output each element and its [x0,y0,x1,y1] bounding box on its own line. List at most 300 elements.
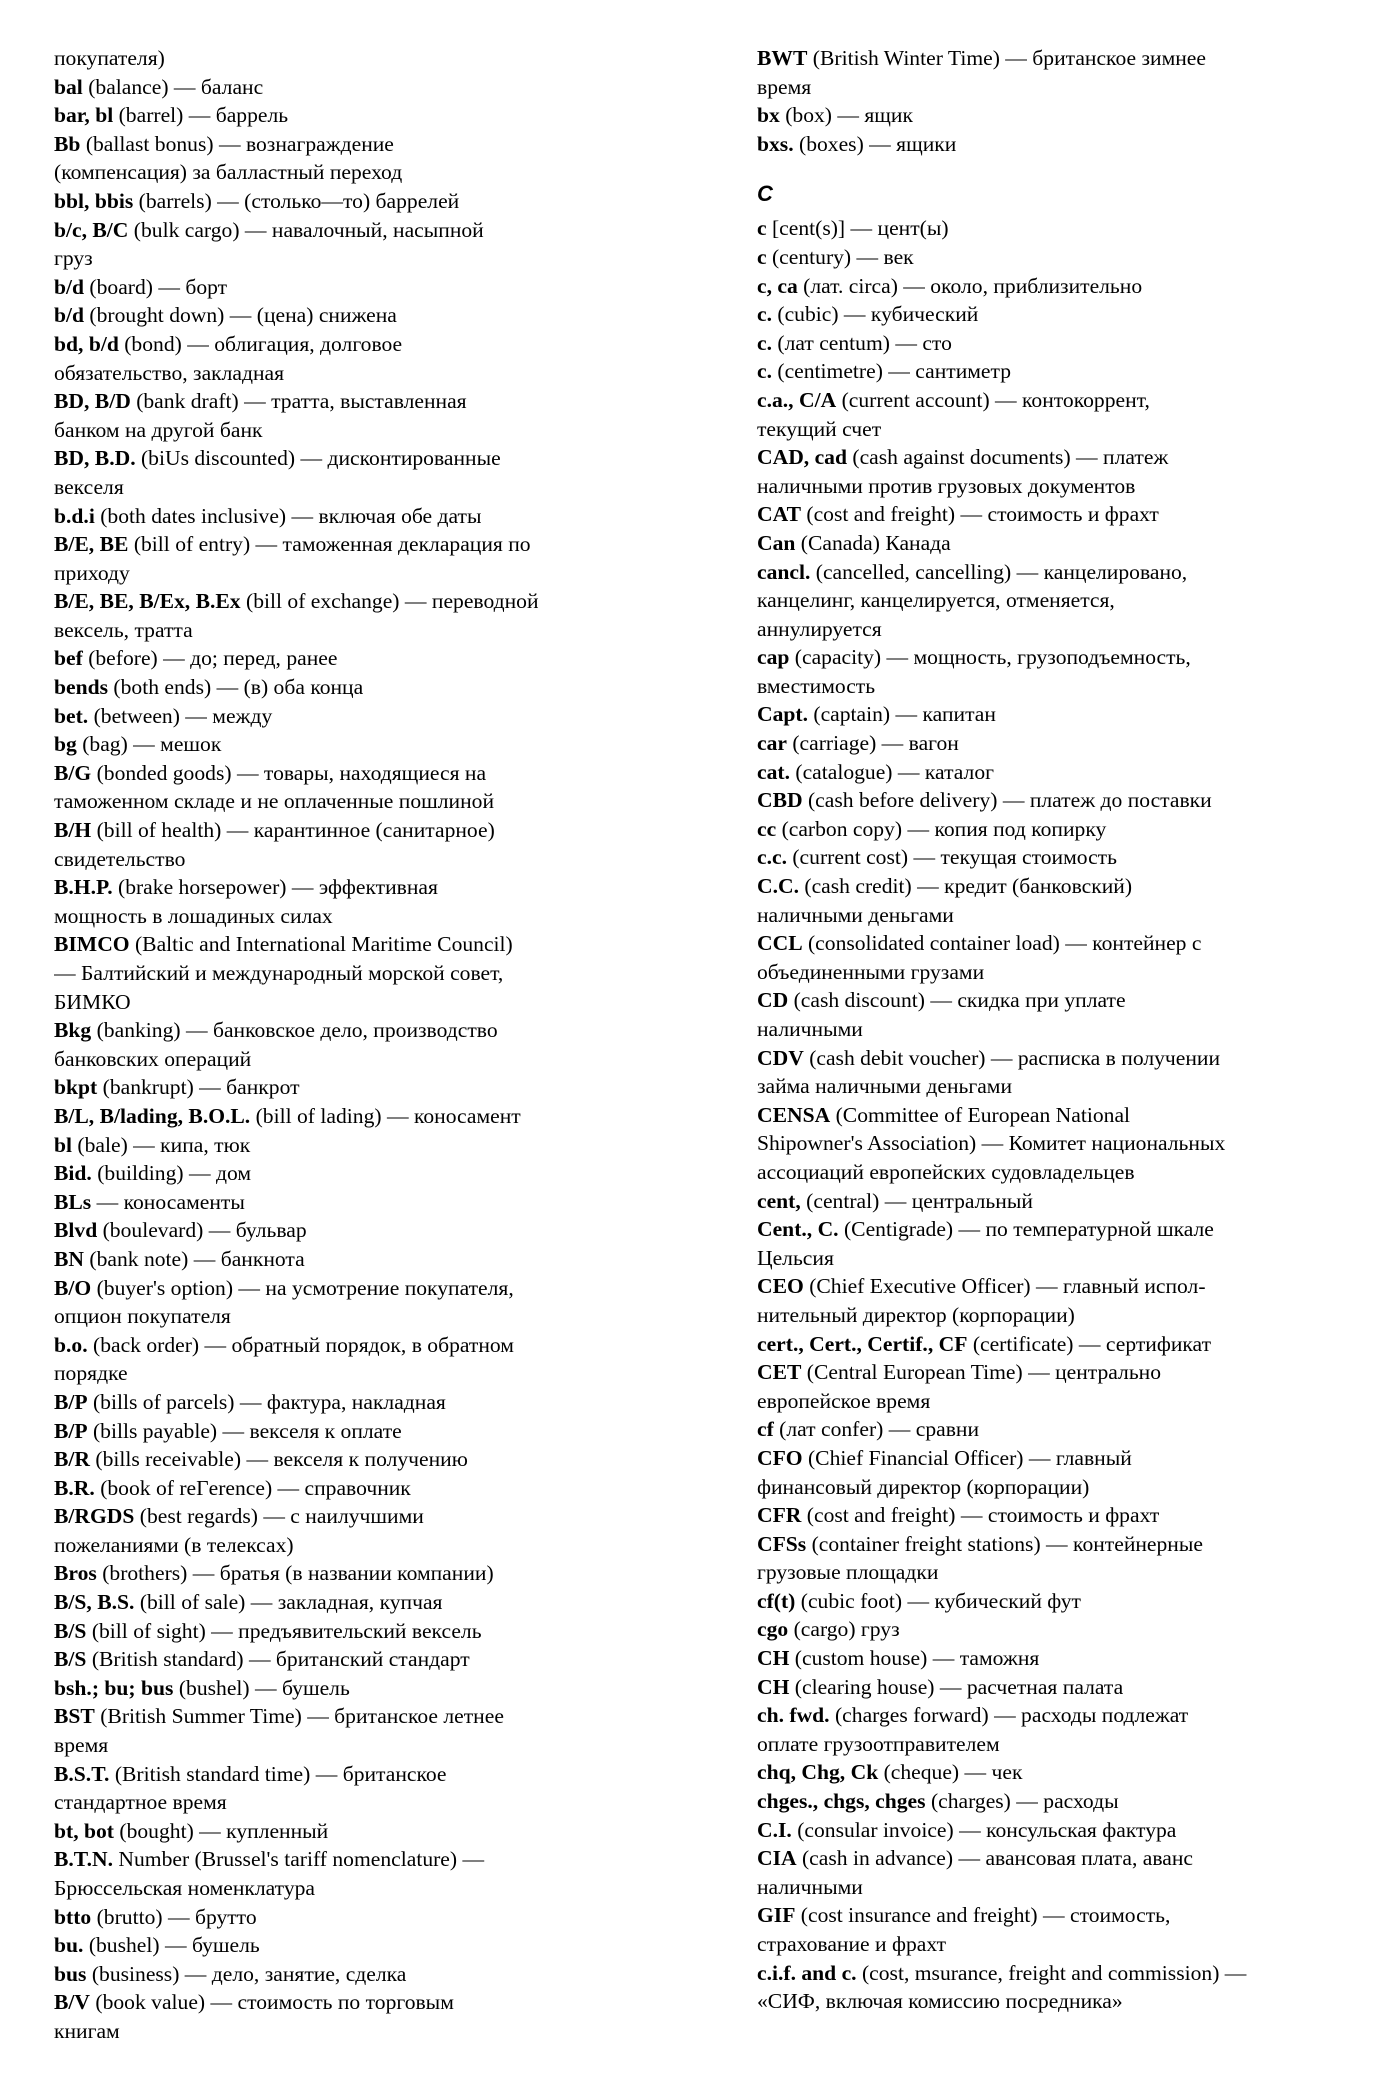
entry-term: cancl. [757,559,811,584]
entry-term: cert., Cert., Certif., CF [757,1331,968,1356]
entry-continuation [54,988,634,1017]
dictionary-entry [757,1187,1347,1216]
dictionary-entry [54,1188,634,1217]
entry-term: bef [54,646,83,671]
entry-term: B/S, B.S. [54,1590,135,1615]
entry-definition: приходу [54,560,130,585]
entry-continuation [54,359,634,388]
entry-term: c.c. [757,845,787,870]
entry-term: B.T.N. [54,1847,113,1872]
right-column-top-entries [757,44,1347,158]
entry-continuation [757,1129,1347,1158]
entry-term: cf [757,1417,774,1442]
entry-definition: (ballast bonus) — вознаграждение [80,131,394,156]
entry-definition: (cheque) — чек [878,1760,1023,1785]
dictionary-entry [54,1702,634,1731]
dictionary-entry [757,1501,1347,1530]
entry-definition: (Committee of European National [830,1102,1131,1127]
dictionary-entry [54,1760,634,1789]
entry-definition: (cost and freight) — стоимость и фрахт [801,502,1159,527]
entry-term: CH [757,1646,790,1671]
entry-continuation [54,244,634,273]
entry-term: B.R. [54,1475,95,1500]
entry-definition: займа наличными деньгами [757,1074,1013,1099]
entry-term: B/RGDS [54,1504,135,1529]
dictionary-entry [757,1816,1347,1845]
dictionary-entry [54,1931,634,1960]
entry-term: bar, bl [54,103,114,128]
dictionary-entry [54,187,634,216]
entry-definition: (cubic foot) — кубический фут [795,1588,1081,1613]
entry-definition: время [757,74,812,99]
entry-definition: БИМКО [54,989,131,1014]
entry-definition: ассоциаций европейских судовладельцев [757,1159,1135,1184]
entry-continuation [54,44,634,73]
entry-term: Bros [54,1561,97,1586]
entry-definition: (cash credit) — кредит (банковский) [799,874,1133,899]
dictionary-entry [757,1615,1347,1644]
entry-term: b/c, B/C [54,217,129,242]
entry-term: Bb [54,131,81,156]
dictionary-entry [757,1530,1347,1559]
entry-continuation [757,958,1347,987]
dictionary-entry [757,1644,1347,1673]
entry-term: B/P [54,1418,88,1443]
entry-term: bt, bot [54,1818,114,1843]
entry-term: CIA [757,1846,797,1871]
entry-definition: (bills payable) — векселя к оплате [87,1418,402,1443]
entry-definition: вместимость [757,673,876,698]
entry-definition: (cash in advance) — авансовая плата, аванс [796,1846,1193,1871]
dictionary-entry [54,1245,634,1274]
dictionary-entry [757,1358,1347,1387]
entry-definition: (bill of entry) — таможенная декларация по [128,532,531,557]
entry-definition: (cash debit voucher) — расписка в получении [803,1045,1221,1070]
entry-definition: (bill of sale) — закладная, купчая [134,1590,443,1615]
entry-term: BD, B.D. [54,446,136,471]
entry-continuation [54,473,634,502]
entry-definition: Брюссельская номенклатура [54,1876,316,1900]
entry-definition: мощность в лошадиных силах [54,903,333,928]
dictionary-entry [54,702,634,731]
dictionary-entry [54,73,634,102]
entry-term: bends [54,675,109,700]
entry-term: C.C. [757,874,799,899]
dictionary-entry [54,1331,634,1360]
entry-term: BD, B/D [54,389,131,414]
entry-term: Bid. [54,1161,92,1186]
entry-term: B/S [54,1647,87,1672]
entry-definition: (bulk cargo) — навалочный, насыпной [128,217,484,242]
entry-definition: таможенном складе и не оплаченные пошлиной [54,789,495,814]
entry-term: b.o. [54,1332,88,1357]
entry-term: c.a., C/A [757,387,837,412]
entry-term: car [757,731,787,756]
entry-definition: векселя [54,474,124,499]
dictionary-entry [757,643,1347,672]
dictionary-entry [757,729,1347,758]
dictionary-entry [54,1559,634,1588]
entry-continuation [757,672,1347,701]
entry-term: c. [757,330,772,355]
entry-term: bal [54,74,83,99]
dictionary-entry [757,1215,1347,1244]
entry-term: B/H [54,818,92,843]
entry-definition: порядке [54,1361,128,1386]
dictionary-entry [757,1787,1347,1816]
entry-term: Bkg [54,1018,92,1043]
entry-term: cgo [757,1617,789,1642]
entry-term: bxs. [757,131,794,156]
entry-definition: (box) — ящик [779,103,913,128]
entry-definition: (building) — дом [91,1161,252,1186]
entry-definition: (carriage) — вагон [786,731,959,756]
entry-definition: Цельсия [757,1245,834,1270]
entry-term: Cent., C. [757,1217,839,1242]
entry-definition: (bankrupt) — банкрот [97,1075,300,1100]
entry-continuation [54,787,634,816]
entry-term: bl [54,1132,73,1157]
entry-continuation [757,1558,1347,1587]
entry-definition: (best regards) — с наилучшими [134,1504,424,1529]
entry-definition: (consular invoice) — консульская фактура [791,1817,1177,1842]
entry-definition: (bank note) — банкнота [84,1246,305,1271]
dictionary-entry [757,1844,1347,1873]
entry-continuation [54,158,634,187]
entry-definition: (лат. circa) — около, приблизительно [797,273,1143,298]
entry-continuation [54,1359,634,1388]
entry-continuation [54,959,634,988]
entry-continuation [54,416,634,445]
entry-term: bet. [54,703,89,728]
entry-term: bbl, bbis [54,188,134,213]
entry-continuation [757,901,1347,930]
dictionary-entry [757,929,1347,958]
dictionary-entry [54,1960,634,1989]
entry-definition: (both dates inclusive) — включая обе даты [94,503,482,528]
entry-term: Blvd [54,1218,98,1243]
entry-term: CAT [757,502,801,527]
entry-term: CDV [757,1045,804,1070]
entry-term: bkpt [54,1075,98,1100]
entry-term: chges., chgs, chges [757,1789,926,1814]
dictionary-entry [54,1502,634,1531]
entry-term: B/G [54,760,92,785]
entry-definition: (barrels) — (столько—то) баррелей [133,188,460,213]
dictionary-entry [757,386,1347,415]
entry-term: BWT [757,46,808,70]
entry-term: CFR [757,1503,802,1528]
entry-term: c. [757,359,772,384]
dictionary-entry [54,1417,634,1446]
entry-definition: Shipowner's Association) — Комитет национальных [757,1131,1226,1156]
entry-term: CBD [757,788,803,813]
entry-definition: финансовый директор (корпорации) [757,1474,1090,1499]
entry-term: cent, [757,1188,801,1213]
entry-definition: наличными деньгами [757,902,954,927]
entry-definition: (bonded goods) — товары, находящиеся на [91,760,487,785]
entry-definition: (carbon copy) — копия под копирку [776,816,1107,841]
entry-term: CAD, cad [757,445,847,470]
dictionary-entry [54,1645,634,1674]
entry-term: CFO [757,1445,803,1470]
dictionary-entry [757,243,1347,272]
entry-continuation [757,615,1347,644]
dictionary-entry [54,1159,634,1188]
dictionary-entry [757,1901,1347,1930]
entry-definition: (British standard time) — британское [109,1761,447,1786]
dictionary-entry [54,1845,634,1874]
entry-term: CCL [757,931,803,956]
entry-definition: (British Winter Time) — британское зимнее [807,46,1206,70]
entry-term: c [757,244,767,269]
entry-definition: (current cost) — текущая стоимость [786,845,1117,870]
entry-definition: банковских операций [54,1046,252,1071]
dictionary-entry [54,873,634,902]
dictionary-entry [757,872,1347,901]
entry-continuation [757,1930,1347,1959]
entry-term: cat. [757,759,790,784]
entry-term: Capt. [757,702,808,727]
dictionary-entry [757,44,1347,73]
dictionary-entry [54,1216,634,1245]
entry-definition: (bank draft) — тратта, выставленная [130,389,467,414]
dictionary-entry [54,216,634,245]
entry-definition: (bill of lading) — коносамент [250,1103,521,1128]
entry-continuation [54,1531,634,1560]
entry-definition: (back order) — обратный порядок, в обратном [87,1332,514,1357]
entry-definition: (bushel) — бушель [173,1675,350,1700]
entry-definition: нительный директор (корпорации) [757,1302,1075,1327]
entry-term: CFSs [757,1531,807,1556]
entry-definition: (Central European Time) — центрально [801,1360,1162,1385]
entry-definition: (certificate) — сертификат [967,1331,1212,1356]
entry-continuation [757,1873,1347,1902]
dictionary-entry [757,272,1347,301]
entry-term: b.d.i [54,503,95,528]
dictionary-entry [54,530,634,559]
entry-continuation [54,902,634,931]
entry-definition: — Балтийский и международный морской совет, [54,961,504,985]
entry-definition: (bag) — мешок [76,732,222,757]
entry-continuation [757,73,1347,102]
dictionary-entry [757,1444,1347,1473]
dictionary-entry [54,444,634,473]
entry-definition: (container freight stations) — контейнерные [806,1531,1203,1556]
entry-term: CET [757,1360,802,1385]
entry-continuation [757,1072,1347,1101]
entry-continuation [54,1874,634,1903]
dictionary-entry [54,1988,634,2017]
dictionary-entry [757,1701,1347,1730]
dictionary-entry [757,1587,1347,1616]
dictionary-entry [54,130,634,159]
dictionary-entry [54,502,634,531]
entry-definition: (biUs discounted) — дисконтированные [135,446,501,471]
dictionary-entry [54,1588,634,1617]
entry-term: cf(t) [757,1588,796,1613]
entry-definition: (centimetre) — сантиметр [771,359,1012,384]
dictionary-entry [54,1131,634,1160]
entry-definition: (book value) — стоимость по торговым [90,1990,454,2015]
entry-definition: (bill of health) — карантинное (санитарное) [91,818,495,843]
entry-definition: пожеланиями (в телексах) [54,1532,294,1557]
dictionary-entry [757,1673,1347,1702]
entry-continuation [54,1731,634,1760]
entry-continuation [54,559,634,588]
entry-definition: (British Summer Time) — британское летнее [94,1704,504,1729]
dictionary-entry [54,387,634,416]
entry-definition: наличными [757,1874,863,1899]
entry-definition: (between) — между [88,703,273,728]
entry-definition: «СИФ, включая комиссию посредника» [757,1989,1123,2014]
entry-definition: (capacity) — мощность, грузоподъемность, [789,645,1191,670]
dictionary-entry [757,843,1347,872]
entry-definition: (bought) — купленный [114,1818,329,1843]
entry-definition: (brothers) — братья (в названии компании) [96,1561,494,1586]
entry-term: cc [757,816,777,841]
entry-term: bg [54,732,77,757]
entry-term: bus [54,1961,87,1986]
entry-term: b/d [54,303,85,328]
dictionary-entry [757,558,1347,587]
dictionary-entry [54,816,634,845]
dictionary-entry [757,214,1347,243]
entry-definition: (bill of sight) — предъявительский вексель [86,1618,482,1643]
entry-term: CD [757,988,789,1013]
entry-definition: (bond) — облигация, долговое [118,331,403,356]
entry-definition: опцион покупателя [54,1304,231,1329]
entry-term: btto [54,1904,92,1929]
dictionary-entry [54,1388,634,1417]
entry-term: c, ca [757,273,798,298]
entry-definition: [cent(s)] — цент(ы) [766,216,949,241]
entry-definition: наличными [757,1017,863,1041]
entry-definition: (cancelled, cancelling) — канцелировано, [810,559,1188,584]
entry-term: C.I. [757,1817,792,1842]
entry-definition: (century) — век [766,244,914,269]
entry-definition: объединенными грузами [757,959,985,984]
entry-definition: (board) — борт [84,274,228,299]
entry-continuation [54,2017,634,2046]
entry-definition: (catalogue) — каталог [789,759,994,784]
entry-definition: (boulevard) — бульвар [97,1218,307,1243]
entry-definition: (business) — дело, занятие, сделка [86,1961,407,1986]
entry-definition: текущий счет [757,416,882,441]
entry-term: B.S.T. [54,1761,110,1786]
dictionary-entry [54,1903,634,1932]
entry-term: B/O [54,1275,92,1300]
entry-definition: (компенсация) за балластный переход [54,160,403,185]
dictionary-entry [757,1272,1347,1301]
entry-term: BLs [54,1189,92,1214]
entry-definition: (charges) — расходы [925,1789,1119,1814]
entry-definition: (custom house) — таможня [789,1646,1040,1671]
entry-definition: (buyer's option) — на усмотрение покупателя, [91,1275,514,1300]
entry-continuation [54,1045,634,1074]
dictionary-entry [757,758,1347,787]
entry-definition: страхование и фрахт [757,1932,947,1956]
entry-term: ch. fwd. [757,1703,830,1728]
dictionary-entry [54,930,634,959]
entry-term: B/V [54,1990,90,2015]
dictionary-entry [757,329,1347,358]
dictionary-entry [54,673,634,702]
dictionary-entry [757,300,1347,329]
entry-definition: (barrel) — баррель [113,103,289,128]
entry-definition: (лат confer) — сравни [773,1417,980,1442]
entry-definition: (bill of exchange) — переводной [240,589,539,614]
entry-definition: (book of reГerence) — справочник [94,1475,411,1500]
entry-definition: (brake horsepower) — эффективная [112,875,438,900]
entry-definition: (bills receivable) — векселя к получению [90,1447,468,1472]
entry-term: c. [757,302,772,327]
entry-continuation [757,1473,1347,1502]
dictionary-entry [54,1445,634,1474]
entry-term: GIF [757,1903,796,1928]
entry-definition: (consolidated container load) — контейнер с [802,931,1202,956]
entry-term: CH [757,1674,790,1699]
entry-definition: (cash discount) — скидка при уплате [788,988,1126,1013]
entry-definition: обязательство, закладная [54,360,285,385]
entry-definition: наличными против грузовых документов [757,473,1136,498]
entry-definition: (balance) — баланс [82,74,264,99]
entry-continuation [757,472,1347,501]
entry-definition: (cost and freight) — стоимость и фрахт [801,1503,1160,1528]
entry-definition: (banking) — банковское дело, производство [91,1018,498,1043]
entry-continuation [757,415,1347,444]
entry-definition: банком на другой банк [54,417,263,442]
dictionary-entry [757,357,1347,386]
dictionary-entry [54,1674,634,1703]
dictionary-entry [757,986,1347,1015]
dictionary-entry [757,443,1347,472]
dictionary-entry [757,1758,1347,1787]
dictionary-entry [54,644,634,673]
entry-continuation [757,1301,1347,1330]
entry-definition: вексель, тратта [54,617,193,642]
entry-term: c.i.f. and c. [757,1960,857,1985]
entry-definition: (Centigrade) — по температурной шкале [838,1217,1214,1242]
entry-definition: свидетельство [54,846,186,871]
entry-definition: (brought down) — (цена) снижена [84,303,397,328]
entry-definition: (Baltic and International Maritime Council) [129,932,513,957]
entry-term: B/L, B/lading, B.O.L. [54,1103,251,1128]
entry-definition: (Canada) Канада [795,530,951,555]
entry-continuation [757,1015,1347,1044]
dictionary-entry [54,1016,634,1045]
dictionary-entry [757,786,1347,815]
entry-definition: (Chief Executive Officer) — главный испол- [803,1274,1206,1299]
dictionary-entry [757,700,1347,729]
entry-definition: грузовые площадки [757,1560,939,1585]
entry-definition: (cash before delivery) — платеж до поставки [802,788,1212,813]
dictionary-entry [54,273,634,302]
dictionary-entry [54,1274,634,1303]
entry-term: bx [757,103,780,128]
dictionary-entry [757,130,1347,159]
dictionary-entry [54,730,634,759]
entry-definition: канцелинг, канцелируется, отменяется, [757,588,1115,613]
entry-continuation [757,586,1347,615]
dictionary-entry [54,1817,634,1846]
entry-definition: груз [54,246,93,271]
entry-continuation [757,1730,1347,1759]
entry-definition: оплате грузоотправителем [757,1731,1000,1756]
entry-continuation [757,1387,1347,1416]
entry-definition: (current account) — контокоррент, [836,387,1150,412]
entry-continuation [757,1244,1347,1273]
